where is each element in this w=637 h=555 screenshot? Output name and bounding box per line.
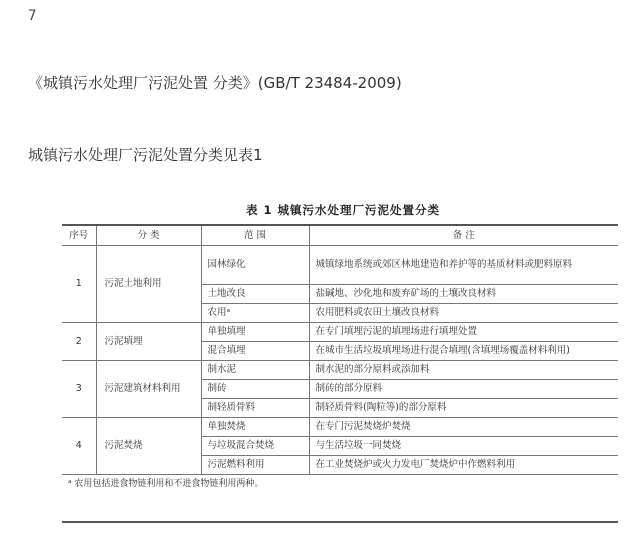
table-row [62, 418, 618, 437]
intro-text: 城镇污水处理厂污泥处置分类见表1 [28, 146, 263, 164]
header-no: 序号 [62, 226, 96, 246]
row-category: 污泥土地利用 [96, 246, 201, 323]
row-scope: 单独填埋 [201, 323, 309, 342]
row-scope: 制砖 [201, 380, 309, 399]
row-category: 污泥填埋 [96, 323, 201, 361]
row-scope: 制水泥 [201, 361, 309, 380]
header-scope: 范 围 [201, 226, 309, 246]
row-number: 2 [62, 323, 96, 361]
table-row [62, 246, 618, 285]
table-row [62, 361, 618, 380]
row-note: 盐碱地、沙化地和废弃矿场的土壤改良材料 [309, 285, 618, 304]
header-note: 备 注 [309, 226, 618, 246]
row-scope: 与垃圾混合焚烧 [201, 437, 309, 456]
row-scope: 混合填埋 [201, 342, 309, 361]
row-note: 在专门填埋污泥的填埋场进行填埋处置 [309, 323, 618, 342]
standard-title: 《城镇污水处理厂污泥处置 分类》(GB/T 23484-2009) [28, 74, 402, 92]
row-scope: 单独焚烧 [201, 418, 309, 437]
row-scope: 污泥燃料利用 [201, 456, 309, 475]
row-scope: 农用ᵃ [201, 304, 309, 323]
row-category: 污泥建筑材料利用 [96, 361, 201, 418]
row-scope: 土地改良 [201, 285, 309, 304]
table-footnote: ᵃ 农用包括进食物链利用和不进食物链利用两种。 [62, 475, 618, 494]
table-footnote-row [62, 475, 618, 494]
table-figure [62, 200, 624, 526]
row-note: 在城市生活垃圾填埋场进行混合填埋(含填埋场覆盖材料利用) [309, 342, 618, 361]
row-number: 4 [62, 418, 96, 475]
row-note: 制水泥的部分原料或添加料 [309, 361, 618, 380]
table-row [62, 323, 618, 342]
row-note: 城镇绿地系统或郊区林地建造和养护等的基质材料或肥料原料 [309, 246, 618, 285]
row-number: 1 [62, 246, 96, 323]
row-note: 制轻质骨料(陶粒等)的部分原料 [309, 399, 618, 418]
row-note: 制砖的部分原料 [309, 380, 618, 399]
row-note: 在工业焚烧炉或火力发电厂焚烧炉中作燃料利用 [309, 456, 618, 475]
table-header-row [62, 226, 618, 246]
sludge-disposal-table [62, 226, 618, 493]
row-scope: 制轻质骨料 [201, 399, 309, 418]
table-caption: 表 1 城镇污水处理厂污泥处置分类 [245, 203, 440, 217]
row-number: 3 [62, 361, 96, 418]
row-scope: 园林绿化 [201, 246, 309, 285]
row-category: 污泥焚烧 [96, 418, 201, 475]
row-note: 农用肥料或农田土壤改良材料 [309, 304, 618, 323]
row-note: 在专门污泥焚烧炉焚烧 [309, 418, 618, 437]
header-category: 分 类 [96, 226, 201, 246]
page-number: 7 [28, 8, 37, 24]
table-frame [62, 224, 618, 523]
row-note: 与生活垃圾一同焚烧 [309, 437, 618, 456]
